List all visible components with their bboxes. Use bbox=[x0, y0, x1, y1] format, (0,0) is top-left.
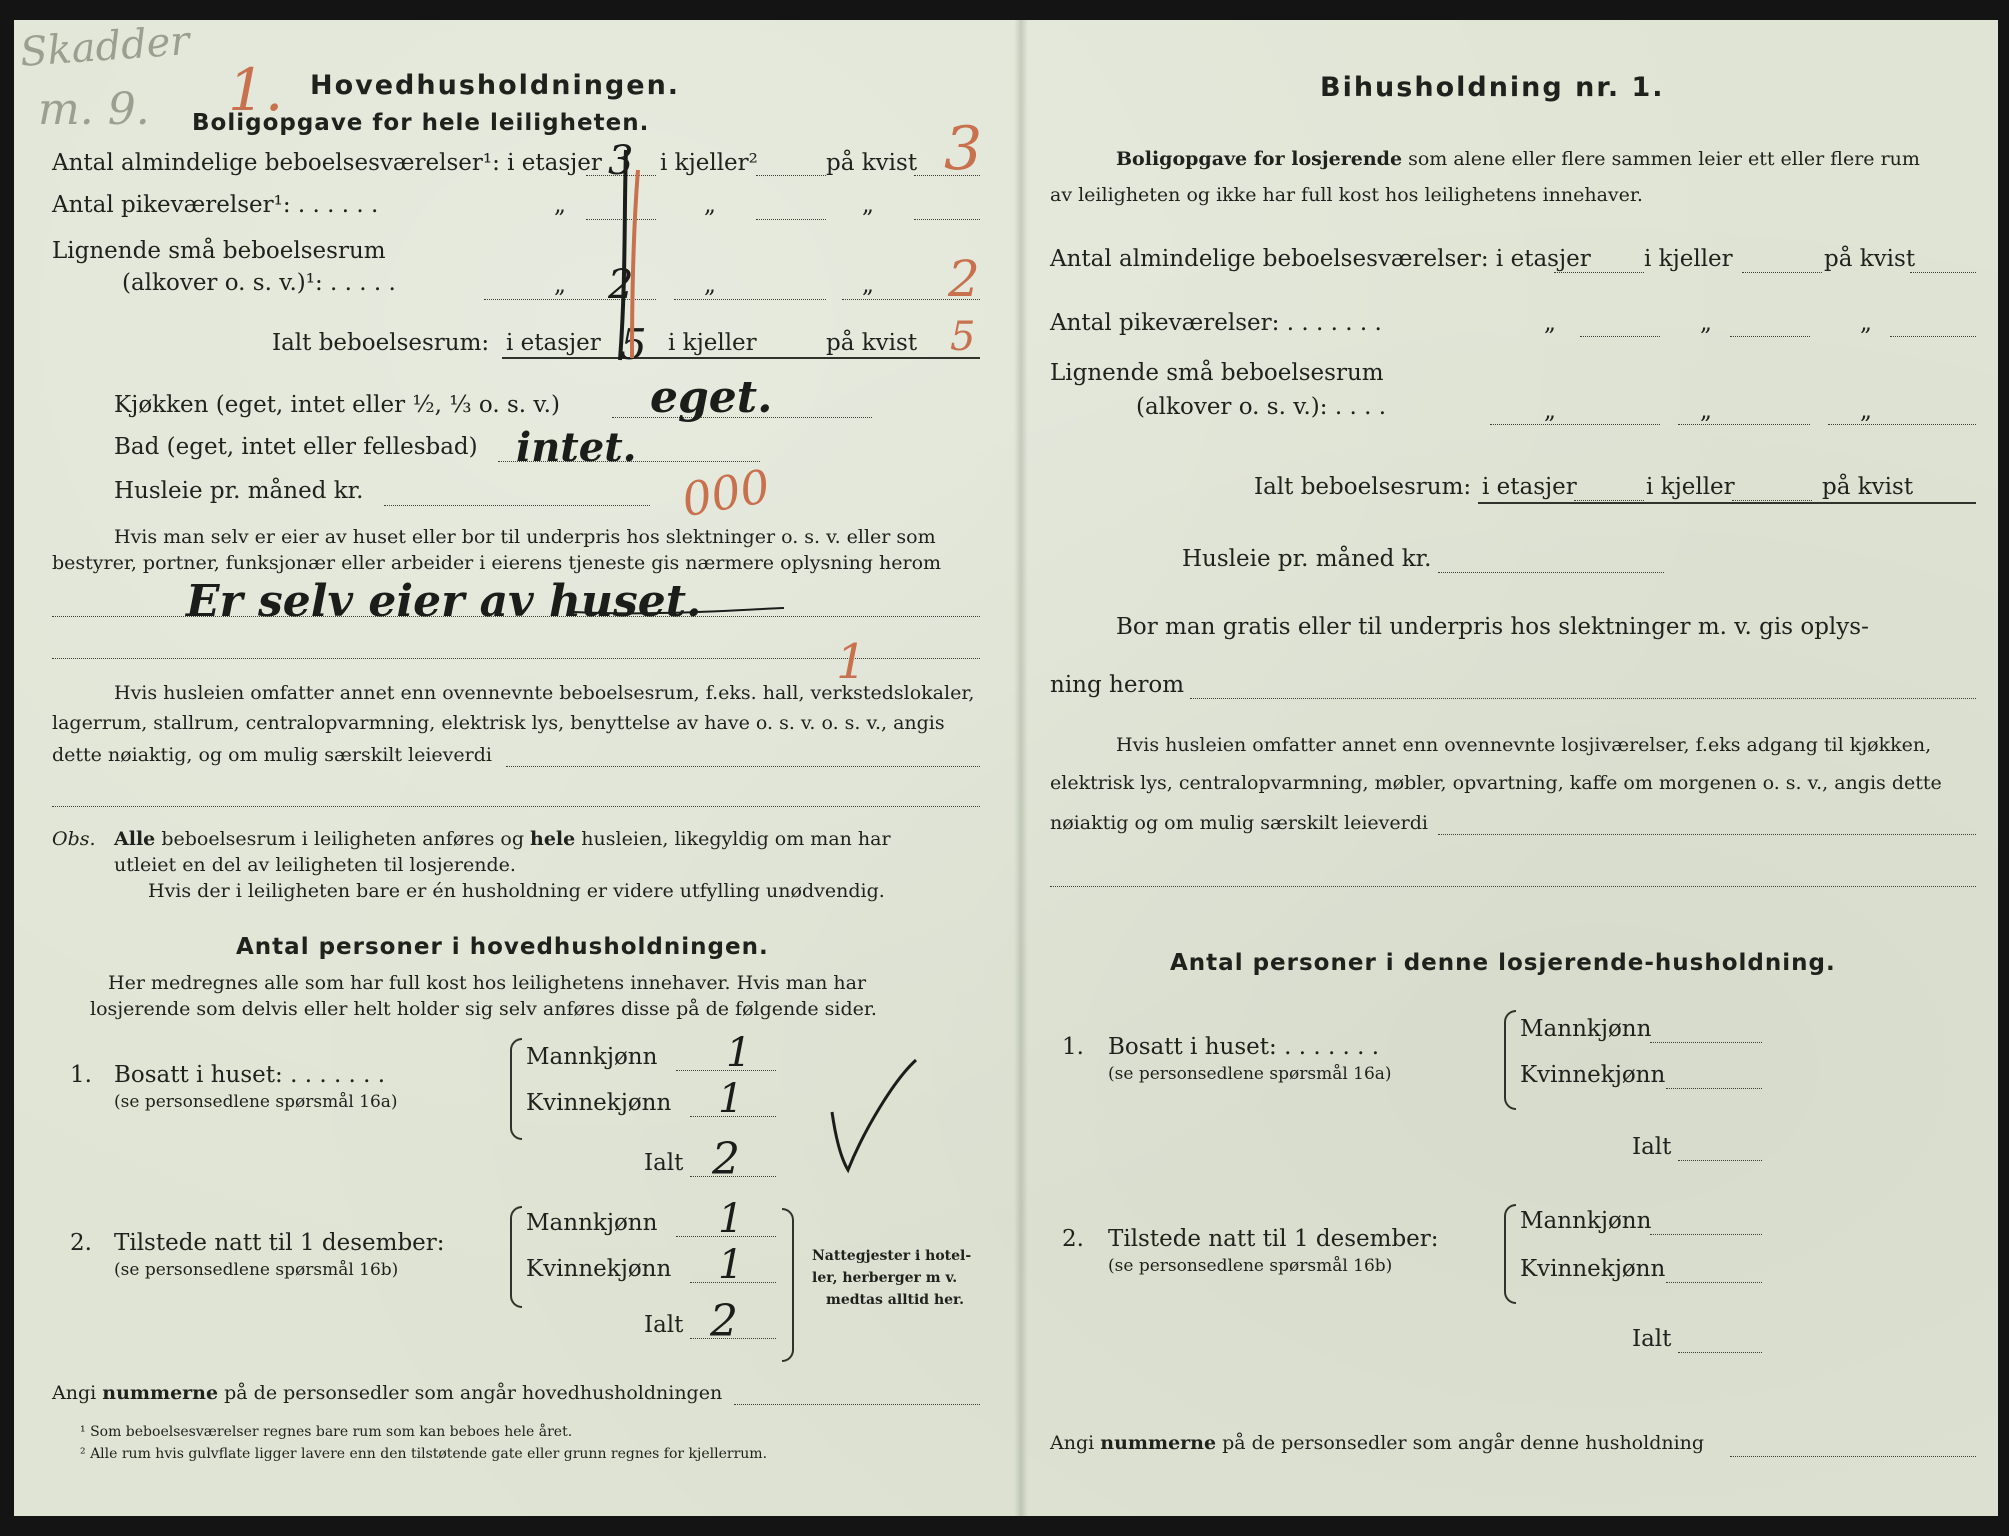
right-rooms-total-label: Ialt beboelsesrum: bbox=[1254, 474, 1472, 500]
ditto-mark: „ bbox=[1860, 398, 1872, 424]
handwritten-owner-answer: Er selv eier av huset. bbox=[186, 576, 702, 627]
footnote-2: ² Alle rum hvis gulvflate ligger lavere enn den tilstøtende gate eller grunn regnes for kjellerrum. bbox=[80, 1446, 768, 1462]
right-q2-label: Tilstede natt til 1 desember: bbox=[1108, 1226, 1439, 1252]
handwritten-margin-row1: 3 bbox=[944, 114, 983, 184]
right-rooms-total-attic-label: på kvist bbox=[1822, 474, 1914, 500]
right-rooms-row1-attic-field[interactable] bbox=[1910, 272, 1976, 273]
right-rooms-total-cellar-label: i kjeller bbox=[1646, 474, 1735, 500]
right-intro-rest: som alene eller flere sammen leier ett eller flere rum bbox=[1408, 148, 1920, 170]
ditto-mark: „ bbox=[554, 272, 566, 298]
right-rent-label: Husleie pr. måned kr. bbox=[1182, 546, 1432, 572]
left-subtitle: Boligopgave for hele leiligheten. bbox=[192, 110, 650, 136]
q1-number: 1. bbox=[70, 1062, 92, 1088]
right-rooms-total-cellar-field[interactable] bbox=[1732, 500, 1812, 501]
right-rooms-total-rule bbox=[1478, 502, 1976, 504]
handwritten-strokes bbox=[14, 20, 1998, 1516]
obs-text-a: beboelsesrum i leiligheten anføres og bbox=[161, 828, 524, 850]
q2-label: Tilstede natt til 1 desember: bbox=[114, 1230, 445, 1256]
ditto-mark: „ bbox=[1544, 310, 1556, 336]
check-mark-icon bbox=[832, 1060, 916, 1170]
rent-label: Husleie pr. måned kr. bbox=[114, 478, 364, 504]
right-q1-total-field[interactable] bbox=[1678, 1160, 1762, 1161]
obs-line-3: Hvis der i leiligheten bare er én husholdning er videre utfylling unødvendig. bbox=[148, 880, 885, 902]
right-q1-male-field[interactable] bbox=[1650, 1042, 1762, 1043]
q2-sublabel: (se personsedlene spørsmål 16b) bbox=[114, 1260, 399, 1280]
right-persons-title: Antal personer i denne losjerende-husholdning. bbox=[1170, 950, 1836, 976]
ditto-mark: „ bbox=[1860, 310, 1872, 336]
footnote-1: ¹ Som beboelsesværelser regnes bare rum som kan beboes hele året. bbox=[80, 1424, 573, 1440]
handwritten-q2-total: 2 bbox=[710, 1296, 738, 1347]
extra-instruction-3: dette nøiaktig, og om mulig særskilt leieverdi bbox=[52, 744, 492, 766]
handwritten-q2-female: 1 bbox=[718, 1242, 744, 1288]
right-q2-sublabel: (se personsedlene spørsmål 16b) bbox=[1108, 1256, 1393, 1276]
handwritten-kitchen: eget. bbox=[650, 372, 773, 423]
right-rooms-row3-cellar-field[interactable] bbox=[1678, 424, 1810, 425]
right-q1-female-field[interactable] bbox=[1666, 1088, 1762, 1089]
ditto-mark: „ bbox=[704, 272, 716, 298]
ditto-mark: „ bbox=[1544, 398, 1556, 424]
rooms-row1-cellar-label: i kjeller² bbox=[660, 150, 758, 176]
right-q2-female-label: Kvinnekjønn bbox=[1520, 1256, 1666, 1282]
rooms-total-cellar-label: i kjeller bbox=[668, 330, 757, 356]
handwritten-q1-female: 1 bbox=[718, 1076, 744, 1122]
handwritten-q1-male: 1 bbox=[726, 1030, 752, 1076]
q2-female-label: Kvinnekjønn bbox=[526, 1256, 672, 1282]
obs-text-b: husleien, likegyldig om man har bbox=[581, 828, 891, 850]
rooms-row2-label: Antal pikeværelser¹: . . . . . . bbox=[52, 192, 379, 218]
right-rooms-row3-label: Lignende små beboelsesrum bbox=[1050, 360, 1384, 386]
obs-label: Obs. bbox=[52, 828, 96, 850]
left-title: Hovedhusholdningen. bbox=[310, 70, 681, 101]
rooms-total-floors-label: i etasjer bbox=[506, 330, 601, 356]
right-numbers-emphasis: nummerne bbox=[1100, 1432, 1217, 1454]
left-numbers-emphasis: nummerne bbox=[102, 1382, 219, 1404]
rooms-row1-label: Antal almindelige beboelsesværelser¹: i etasjer bbox=[52, 150, 602, 176]
q1-male-label: Mannkjønn bbox=[526, 1044, 658, 1070]
bath-label: Bad (eget, intet eller fellesbad) bbox=[114, 434, 478, 460]
right-rooms-row2-label: Antal pikeværelser: . . . . . . . bbox=[1050, 310, 1382, 336]
persons-note-2: losjerende som delvis eller helt holder sig selv anføres disse på de følgende sider. bbox=[90, 998, 877, 1020]
handwritten-q2-male: 1 bbox=[718, 1196, 744, 1242]
right-numbers-c: på de personsedler som angår denne husholdning bbox=[1222, 1432, 1705, 1454]
extra-instruction-1: Hvis husleien omfatter annet enn ovennevnte beboelsesrum, f.eks. hall, verkstedslokaler, bbox=[114, 682, 975, 704]
right-q2-total-field[interactable] bbox=[1678, 1352, 1762, 1353]
handwritten-floors-row3: 2 bbox=[608, 262, 634, 308]
q2-male-label: Mannkjønn bbox=[526, 1210, 658, 1236]
right-rooms-total-floors-label: i etasjer bbox=[1482, 474, 1577, 500]
right-rooms-row1-attic-label: på kvist bbox=[1824, 246, 1916, 272]
right-rooms-total-floors-field[interactable] bbox=[1574, 500, 1644, 501]
q1-total-label: Ialt bbox=[644, 1150, 684, 1176]
handwritten-q1-total: 2 bbox=[712, 1134, 740, 1185]
right-q2-male-label: Mannkjønn bbox=[1520, 1208, 1652, 1234]
right-q2-brace bbox=[1504, 1204, 1516, 1304]
right-rent-field[interactable] bbox=[1438, 572, 1664, 573]
owner-instruction-2: bestyrer, portner, funksjonær eller arbeider i eierens tjeneste gis nærmere oplysning herom bbox=[52, 552, 942, 574]
ditto-mark: „ bbox=[704, 192, 716, 218]
obs-emphasis-all: Alle bbox=[114, 828, 156, 850]
right-q1-total-label: Ialt bbox=[1632, 1134, 1672, 1160]
handwritten-floors-row1: 3 bbox=[608, 138, 634, 184]
ditto-mark: „ bbox=[862, 192, 874, 218]
handwritten-floors-stroke bbox=[620, 150, 626, 360]
handwritten-bath: intet. bbox=[516, 424, 637, 471]
right-extra-field-2[interactable] bbox=[1050, 886, 1976, 887]
extra-instruction-2: lagerrum, stallrum, centralopvarmning, elektrisk lys, benyttelse av have o. s. v. o. s. v., angis bbox=[52, 712, 945, 734]
rooms-total-label: Ialt beboelsesrum: bbox=[272, 330, 490, 356]
right-rooms-row2-attic-field[interactable] bbox=[1890, 336, 1976, 337]
handwritten-underline bbox=[574, 608, 784, 613]
rooms-row1-attic-label: på kvist bbox=[826, 150, 918, 176]
rooms-total-attic-label: på kvist bbox=[826, 330, 918, 356]
right-rooms-row1-floors-field[interactable] bbox=[1554, 272, 1644, 273]
q1-female-label: Kvinnekjønn bbox=[526, 1090, 672, 1116]
right-numbers-a: Angi bbox=[1050, 1432, 1095, 1454]
right-gratis-field[interactable] bbox=[1190, 698, 1976, 699]
right-q1-number: 1. bbox=[1062, 1034, 1084, 1060]
handwritten-stray-mark: 1 bbox=[836, 634, 867, 690]
handwritten-total-floors: 5 bbox=[620, 320, 647, 369]
kitchen-label: Kjøkken (eget, intet eller ½, ⅓ o. s. v.) bbox=[114, 392, 560, 418]
right-rooms-row1-cellar-label: i kjeller bbox=[1644, 246, 1733, 272]
left-numbers-a: Angi bbox=[52, 1382, 97, 1404]
left-numbers-c: på de personsedler som angår hovedhusholdningen bbox=[224, 1382, 723, 1404]
right-q2-total-label: Ialt bbox=[1632, 1326, 1672, 1352]
handwritten-red-stroke bbox=[632, 170, 638, 358]
handwritten-margin-total: 5 bbox=[950, 314, 976, 360]
right-intro-2: av leiligheten og ikke har full kost hos leilighetens innehaver. bbox=[1050, 184, 1643, 206]
right-extra-field[interactable] bbox=[1438, 834, 1976, 835]
persons-note-1: Her medregnes alle som har full kost hos leilighetens innehaver. Hvis man har bbox=[108, 972, 867, 994]
right-numbers-line bbox=[1050, 1432, 1704, 1455]
persons-title: Antal personer i hovedhusholdningen. bbox=[236, 934, 769, 960]
right-rooms-row3-floors-field[interactable] bbox=[1490, 424, 1660, 425]
right-gratis-1: Bor man gratis eller til underpris hos slektninger m. v. gis oplys- bbox=[1116, 614, 1869, 640]
right-q1-brace bbox=[1504, 1010, 1516, 1110]
handwritten-margin-row3: 2 bbox=[948, 250, 980, 308]
right-q2-number: 2. bbox=[1062, 1226, 1084, 1252]
right-extra-3: nøiaktig og om mulig særskilt leieverdi bbox=[1050, 812, 1428, 834]
right-rooms-row2-floors-field[interactable] bbox=[1580, 336, 1660, 337]
rooms-row3-sublabel: (alkover o. s. v.)¹: . . . . . bbox=[122, 270, 396, 296]
right-rooms-row3-attic-field[interactable] bbox=[1828, 424, 1976, 425]
handwritten-corner-code: m. 9. bbox=[38, 84, 150, 135]
right-rooms-row2-cellar-field[interactable] bbox=[1730, 336, 1810, 337]
ditto-mark: „ bbox=[554, 192, 566, 218]
q1-label: Bosatt i huset: . . . . . . . bbox=[114, 1062, 386, 1088]
right-q1-sublabel: (se personsedlene spørsmål 16a) bbox=[1108, 1064, 1392, 1084]
guests-note-1: Nattegjester i hotel- bbox=[812, 1248, 972, 1264]
handwritten-margin-rent: 000 bbox=[677, 458, 774, 528]
ditto-mark: „ bbox=[862, 272, 874, 298]
right-extra-2: elektrisk lys, centralopvarmning, møbler, opvartning, kaffe om morgenen o. s. v., angis dette bbox=[1050, 772, 1942, 794]
obs-emphasis-whole: hele bbox=[530, 828, 576, 850]
right-intro-1 bbox=[1116, 148, 1920, 171]
right-q1-label: Bosatt i huset: . . . . . . . bbox=[1108, 1034, 1380, 1060]
rooms-row3-label: Lignende små beboelsesrum bbox=[52, 238, 386, 264]
ditto-mark: „ bbox=[1700, 310, 1712, 336]
guests-note-3: medtas alltid her. bbox=[826, 1292, 965, 1308]
right-numbers-field[interactable] bbox=[1730, 1456, 1976, 1457]
q2-number: 2. bbox=[70, 1230, 92, 1256]
handwritten-corner-name: Skadder bbox=[18, 18, 191, 76]
handwritten-red-number: 1. bbox=[228, 56, 284, 124]
ditto-mark: „ bbox=[1700, 398, 1712, 424]
right-title: Bihusholdning nr. 1. bbox=[1320, 72, 1665, 103]
right-rooms-row3-sublabel: (alkover o. s. v.): . . . . bbox=[1136, 394, 1387, 420]
right-q2-female-field[interactable] bbox=[1666, 1282, 1762, 1283]
right-intro-emphasis: Boligopgave for losjerende bbox=[1116, 148, 1403, 170]
guests-note-2: ler, herberger m v. bbox=[812, 1270, 958, 1286]
q2-total-label: Ialt bbox=[644, 1312, 684, 1338]
obs-line-2: utleiet en del av leiligheten til losjerende. bbox=[114, 854, 516, 876]
owner-instruction-1: Hvis man selv er eier av huset eller bor til underpris hos slektninger o. s. v. eller som bbox=[114, 526, 936, 548]
right-gratis-2: ning herom bbox=[1050, 672, 1185, 698]
right-rooms-row1-cellar-field[interactable] bbox=[1742, 272, 1822, 273]
right-rooms-row1-label: Antal almindelige beboelsesværelser: i etasjer bbox=[1050, 246, 1591, 272]
census-form-sheet bbox=[14, 20, 1998, 1516]
right-extra-1: Hvis husleien omfatter annet enn ovennevnte losjiværelser, f.eks adgang til kjøkken, bbox=[1116, 734, 1932, 756]
q1-sublabel: (se personsedlene spørsmål 16a) bbox=[114, 1092, 398, 1112]
right-q1-male-label: Mannkjønn bbox=[1520, 1016, 1652, 1042]
right-q2-male-field[interactable] bbox=[1650, 1234, 1762, 1235]
right-q1-female-label: Kvinnekjønn bbox=[1520, 1062, 1666, 1088]
